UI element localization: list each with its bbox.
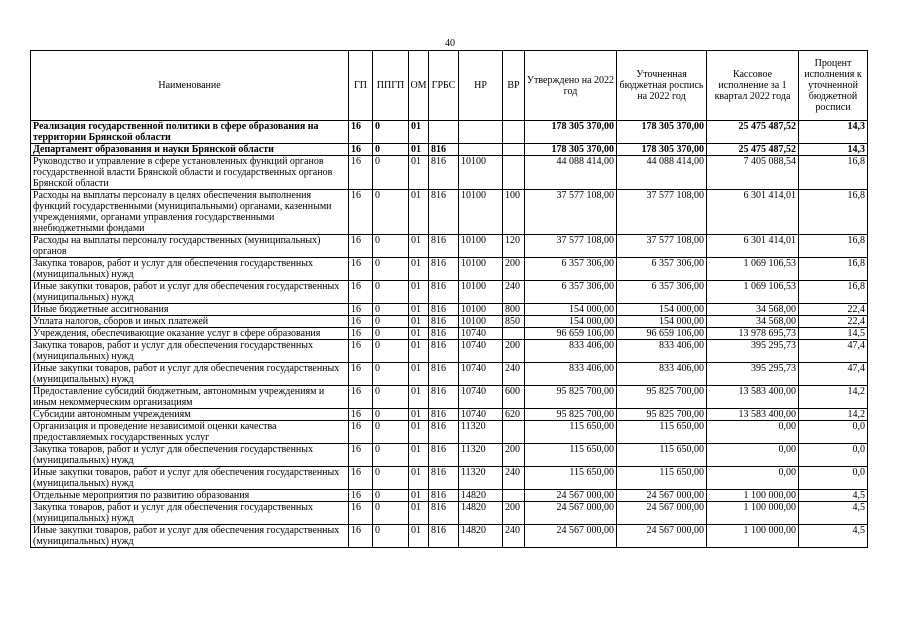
header-cash: Кассовое исполнение за 1 квартал 2022 года [707,51,799,121]
cell-cash: 13 583 400,00 [707,386,799,409]
cell-ppgp: 0 [373,190,409,235]
cell-refined: 24 567 000,00 [617,502,707,525]
cell-om: 01 [409,421,429,444]
header-percent: Процент исполнения к уточненной бюджетной росписи [799,51,868,121]
cell-percent: 22,4 [799,304,868,316]
cell-gp: 16 [349,328,373,340]
cell-nr: 10740 [459,328,503,340]
cell-name: Департамент образования и науки Брянской области [31,144,349,156]
cell-ppgp: 0 [373,363,409,386]
cell-percent: 47,4 [799,363,868,386]
cell-gp: 16 [349,467,373,490]
cell-gp: 16 [349,304,373,316]
cell-name: Закупка товаров, работ и услуг для обеспечения государственных (муниципальных) нужд [31,258,349,281]
cell-ppgp: 0 [373,409,409,421]
cell-vr: 200 [503,502,525,525]
cell-approved: 115 650,00 [525,421,617,444]
cell-name: Предоставление субсидий бюджетным, автономным учреждениям и иным некоммерческим организациям [31,386,349,409]
cell-om: 01 [409,340,429,363]
cell-name: Реализация государственной политики в сфере образования на территории Брянской области [31,121,349,144]
cell-ppgp: 0 [373,144,409,156]
cell-nr: 10100 [459,190,503,235]
cell-vr: 850 [503,316,525,328]
cell-refined: 6 357 306,00 [617,258,707,281]
cell-ppgp: 0 [373,235,409,258]
table-row [31,421,868,444]
cell-cash: 1 100 000,00 [707,490,799,502]
cell-grbs: 816 [429,316,459,328]
cell-name: Иные закупки товаров, работ и услуг для обеспечения государственных (муниципальных) нужд [31,525,349,548]
cell-gp: 16 [349,444,373,467]
cell-percent: 16,8 [799,156,868,190]
cell-refined: 96 659 106,00 [617,328,707,340]
cell-cash: 0,00 [707,444,799,467]
cell-vr: 240 [503,363,525,386]
cell-gp: 16 [349,144,373,156]
cell-cash: 25 475 487,52 [707,144,799,156]
cell-om: 01 [409,121,429,144]
cell-vr: 200 [503,258,525,281]
table-row [31,386,868,409]
cell-gp: 16 [349,386,373,409]
cell-cash: 0,00 [707,467,799,490]
cell-ppgp: 0 [373,444,409,467]
cell-cash: 1 100 000,00 [707,502,799,525]
table-row [31,258,868,281]
table-row [31,502,868,525]
table-row [31,444,868,467]
cell-name: Руководство и управление в сфере установленных функций органов государственной власти Брянской области и государственных органов Брянской области [31,156,349,190]
cell-vr: 800 [503,304,525,316]
cell-percent: 4,5 [799,490,868,502]
cell-refined: 178 305 370,00 [617,144,707,156]
cell-om: 01 [409,502,429,525]
cell-om: 01 [409,190,429,235]
cell-vr: 200 [503,340,525,363]
cell-grbs: 816 [429,502,459,525]
cell-cash: 0,00 [707,421,799,444]
cell-refined: 833 406,00 [617,340,707,363]
cell-refined: 154 000,00 [617,316,707,328]
cell-approved: 115 650,00 [525,444,617,467]
cell-percent: 14,2 [799,409,868,421]
header-gp: ГП [349,51,373,121]
cell-grbs: 816 [429,421,459,444]
cell-nr: 14820 [459,502,503,525]
cell-approved: 178 305 370,00 [525,144,617,156]
cell-refined: 24 567 000,00 [617,525,707,548]
cell-vr [503,156,525,190]
cell-vr: 600 [503,386,525,409]
cell-approved: 154 000,00 [525,316,617,328]
cell-approved: 44 088 414,00 [525,156,617,190]
table-row [31,525,868,548]
cell-nr: 10100 [459,304,503,316]
cell-vr: 240 [503,281,525,304]
cell-ppgp: 0 [373,121,409,144]
cell-percent: 0,0 [799,444,868,467]
cell-cash: 34 568,00 [707,304,799,316]
cell-vr [503,121,525,144]
cell-grbs: 816 [429,144,459,156]
header-nr: НР [459,51,503,121]
cell-om: 01 [409,490,429,502]
cell-gp: 16 [349,421,373,444]
cell-refined: 115 650,00 [617,467,707,490]
cell-grbs: 816 [429,386,459,409]
cell-om: 01 [409,386,429,409]
cell-cash: 395 295,73 [707,363,799,386]
cell-approved: 24 567 000,00 [525,490,617,502]
table-row [31,304,868,316]
cell-approved: 96 659 106,00 [525,328,617,340]
cell-vr [503,421,525,444]
cell-vr: 120 [503,235,525,258]
cell-cash: 7 405 088,54 [707,156,799,190]
cell-vr [503,328,525,340]
cell-nr: 10100 [459,156,503,190]
cell-refined: 44 088 414,00 [617,156,707,190]
cell-grbs: 816 [429,467,459,490]
cell-name: Уплата налогов, сборов и иных платежей [31,316,349,328]
header-vr: ВР [503,51,525,121]
cell-name: Иные закупки товаров, работ и услуг для обеспечения государственных (муниципальных) нужд [31,363,349,386]
cell-name: Иные бюджетные ассигнования [31,304,349,316]
table-row [31,409,868,421]
cell-nr: 11320 [459,444,503,467]
cell-ppgp: 0 [373,258,409,281]
cell-gp: 16 [349,190,373,235]
cell-cash: 25 475 487,52 [707,121,799,144]
cell-om: 01 [409,144,429,156]
cell-nr: 10100 [459,258,503,281]
cell-refined: 6 357 306,00 [617,281,707,304]
cell-ppgp: 0 [373,328,409,340]
cell-vr: 240 [503,525,525,548]
cell-nr: 11320 [459,421,503,444]
header-name: Наименование [31,51,349,121]
cell-om: 01 [409,281,429,304]
cell-gp: 16 [349,490,373,502]
cell-grbs: 816 [429,281,459,304]
cell-nr: 10740 [459,340,503,363]
cell-percent: 16,8 [799,281,868,304]
cell-om: 01 [409,258,429,281]
cell-name: Расходы на выплаты персоналу в целях обеспечения выполнения функций государственными (муниципальными) органами, казенными учреждениями, органами управления государственными внебюджетными фондами [31,190,349,235]
cell-ppgp: 0 [373,502,409,525]
cell-ppgp: 0 [373,490,409,502]
cell-name: Закупка товаров, работ и услуг для обеспечения государственных (муниципальных) нужд [31,444,349,467]
cell-refined: 95 825 700,00 [617,409,707,421]
cell-approved: 37 577 108,00 [525,190,617,235]
cell-percent: 16,8 [799,235,868,258]
cell-gp: 16 [349,525,373,548]
cell-gp: 16 [349,340,373,363]
header-ppgp: ППГП [373,51,409,121]
cell-ppgp: 0 [373,156,409,190]
cell-percent: 22,4 [799,316,868,328]
cell-gp: 16 [349,363,373,386]
table-header-row [31,51,868,121]
cell-cash: 6 301 414,01 [707,235,799,258]
budget-table [30,50,868,548]
cell-om: 01 [409,409,429,421]
table-row [31,490,868,502]
cell-approved: 37 577 108,00 [525,235,617,258]
cell-nr [459,121,503,144]
cell-percent: 16,8 [799,258,868,281]
table-row [31,121,868,144]
cell-om: 01 [409,444,429,467]
cell-vr: 100 [503,190,525,235]
cell-om: 01 [409,316,429,328]
cell-approved: 95 825 700,00 [525,386,617,409]
cell-name: Субсидии автономным учреждениям [31,409,349,421]
cell-refined: 115 650,00 [617,444,707,467]
cell-nr: 11320 [459,467,503,490]
cell-gp: 16 [349,281,373,304]
cell-om: 01 [409,525,429,548]
cell-ppgp: 0 [373,281,409,304]
cell-nr: 10100 [459,316,503,328]
cell-gp: 16 [349,235,373,258]
cell-name: Иные закупки товаров, работ и услуг для обеспечения государственных (муниципальных) нужд [31,467,349,490]
cell-om: 01 [409,328,429,340]
header-om: ОМ [409,51,429,121]
cell-cash: 34 568,00 [707,316,799,328]
header-grbs: ГРБС [429,51,459,121]
cell-cash: 6 301 414,01 [707,190,799,235]
table-body [31,121,868,548]
cell-approved: 95 825 700,00 [525,409,617,421]
cell-refined: 24 567 000,00 [617,490,707,502]
cell-approved: 154 000,00 [525,304,617,316]
cell-ppgp: 0 [373,304,409,316]
cell-grbs [429,121,459,144]
cell-grbs: 816 [429,409,459,421]
cell-nr: 14820 [459,525,503,548]
cell-grbs: 816 [429,258,459,281]
cell-grbs: 816 [429,328,459,340]
cell-nr: 10740 [459,386,503,409]
table-row [31,467,868,490]
cell-gp: 16 [349,258,373,281]
table-row [31,328,868,340]
cell-percent: 14,2 [799,386,868,409]
cell-om: 01 [409,156,429,190]
cell-ppgp: 0 [373,316,409,328]
cell-gp: 16 [349,502,373,525]
cell-name: Расходы на выплаты персоналу государственных (муниципальных) органов [31,235,349,258]
cell-vr [503,144,525,156]
cell-grbs: 816 [429,444,459,467]
table-row [31,281,868,304]
cell-refined: 115 650,00 [617,421,707,444]
cell-refined: 178 305 370,00 [617,121,707,144]
cell-approved: 115 650,00 [525,467,617,490]
cell-refined: 37 577 108,00 [617,190,707,235]
cell-name: Учреждения, обеспечивающие оказание услуг в сфере образования [31,328,349,340]
cell-vr [503,490,525,502]
cell-percent: 4,5 [799,502,868,525]
cell-refined: 95 825 700,00 [617,386,707,409]
cell-cash: 395 295,73 [707,340,799,363]
cell-om: 01 [409,235,429,258]
cell-nr: 10740 [459,409,503,421]
cell-ppgp: 0 [373,525,409,548]
cell-ppgp: 0 [373,386,409,409]
table-row [31,340,868,363]
cell-gp: 16 [349,156,373,190]
table-row [31,156,868,190]
page-number: 40 [445,38,455,49]
cell-approved: 24 567 000,00 [525,525,617,548]
header-approved: Утверждено на 2022 год [525,51,617,121]
cell-refined: 154 000,00 [617,304,707,316]
cell-refined: 37 577 108,00 [617,235,707,258]
cell-nr: 14820 [459,490,503,502]
cell-approved: 6 357 306,00 [525,258,617,281]
cell-vr: 240 [503,467,525,490]
cell-percent: 0,0 [799,421,868,444]
cell-percent: 14,3 [799,144,868,156]
cell-cash: 13 978 695,73 [707,328,799,340]
cell-vr: 200 [503,444,525,467]
cell-percent: 4,5 [799,525,868,548]
cell-ppgp: 0 [373,340,409,363]
cell-gp: 16 [349,121,373,144]
cell-name: Организация и проведение независимой оценки качества предоставляемых государственных услуг [31,421,349,444]
table-row [31,235,868,258]
cell-percent: 16,8 [799,190,868,235]
cell-refined: 833 406,00 [617,363,707,386]
cell-grbs: 816 [429,490,459,502]
cell-cash: 1 069 106,53 [707,258,799,281]
cell-name: Закупка товаров, работ и услуг для обеспечения государственных (муниципальных) нужд [31,340,349,363]
cell-grbs: 816 [429,156,459,190]
cell-percent: 0,0 [799,467,868,490]
cell-nr: 10740 [459,363,503,386]
cell-cash: 1 069 106,53 [707,281,799,304]
cell-percent: 47,4 [799,340,868,363]
table-row [31,144,868,156]
cell-vr: 620 [503,409,525,421]
cell-nr: 10100 [459,235,503,258]
cell-gp: 16 [349,316,373,328]
cell-approved: 178 305 370,00 [525,121,617,144]
cell-grbs: 816 [429,363,459,386]
cell-ppgp: 0 [373,467,409,490]
cell-name: Отдельные мероприятия по развитию образования [31,490,349,502]
cell-name: Закупка товаров, работ и услуг для обеспечения государственных (муниципальных) нужд [31,502,349,525]
cell-name: Иные закупки товаров, работ и услуг для обеспечения государственных (муниципальных) нужд [31,281,349,304]
table-row [31,190,868,235]
cell-percent: 14,3 [799,121,868,144]
cell-percent: 14,5 [799,328,868,340]
cell-grbs: 816 [429,304,459,316]
cell-approved: 24 567 000,00 [525,502,617,525]
cell-gp: 16 [349,409,373,421]
table-row [31,363,868,386]
cell-om: 01 [409,363,429,386]
cell-nr: 10100 [459,281,503,304]
cell-approved: 833 406,00 [525,363,617,386]
header-refined: Уточненная бюджетная роспись на 2022 год [617,51,707,121]
table-row [31,316,868,328]
cell-om: 01 [409,304,429,316]
cell-cash: 1 100 000,00 [707,525,799,548]
cell-approved: 833 406,00 [525,340,617,363]
cell-approved: 6 357 306,00 [525,281,617,304]
cell-cash: 13 583 400,00 [707,409,799,421]
cell-grbs: 816 [429,190,459,235]
cell-grbs: 816 [429,525,459,548]
cell-grbs: 816 [429,340,459,363]
cell-grbs: 816 [429,235,459,258]
cell-nr [459,144,503,156]
cell-om: 01 [409,467,429,490]
cell-ppgp: 0 [373,421,409,444]
